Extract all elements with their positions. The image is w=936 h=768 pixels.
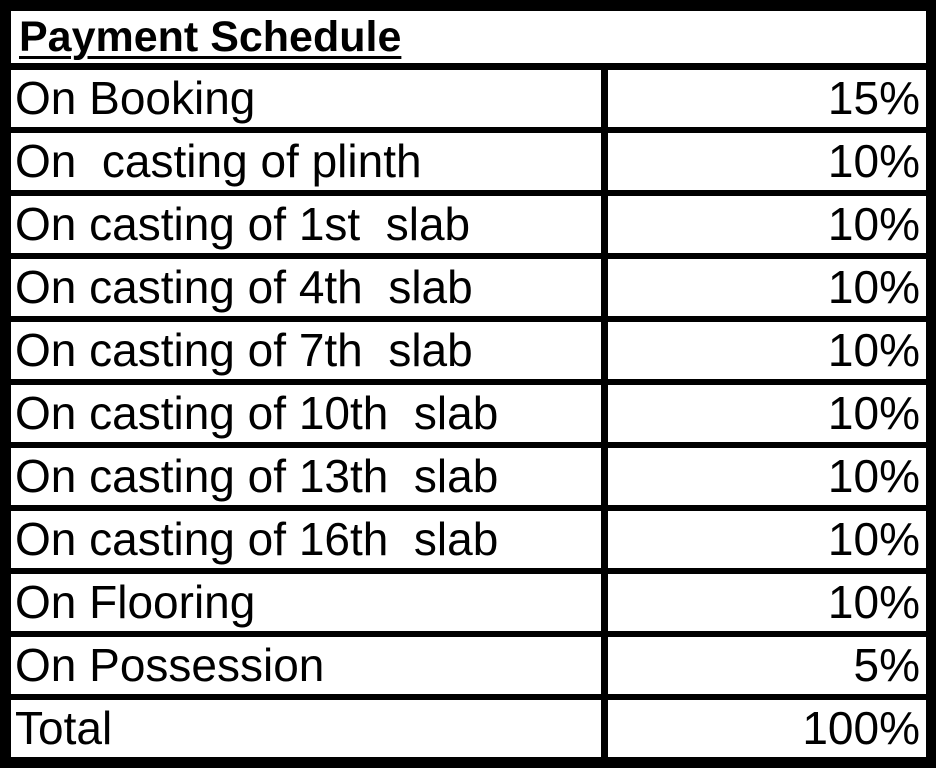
table-row	[11, 322, 926, 379]
stage-label: On casting of 7th slab	[11, 322, 601, 379]
percentage-value: 10%	[608, 133, 926, 190]
stage-label: On casting of 16th slab	[11, 511, 601, 568]
table-row	[11, 637, 926, 694]
percentage-value: 15%	[608, 70, 926, 127]
stage-label: On casting of 4th slab	[11, 259, 601, 316]
table-row	[11, 196, 926, 253]
percentage-value: 5%	[608, 637, 926, 694]
table-row	[11, 448, 926, 505]
table-row	[11, 511, 926, 568]
percentage-value: 10%	[608, 574, 926, 631]
table-header	[11, 11, 926, 63]
stage-label: On casting of 1st slab	[11, 196, 601, 253]
percentage-value: 10%	[608, 511, 926, 568]
percentage-value: 10%	[608, 196, 926, 253]
percentage-value: 10%	[608, 322, 926, 379]
total-value: 100%	[608, 700, 926, 757]
table-row	[11, 70, 926, 127]
stage-label: On casting of 13th slab	[11, 448, 601, 505]
percentage-value: 10%	[608, 385, 926, 442]
stage-label: On casting of 10th slab	[11, 385, 601, 442]
table-row	[11, 574, 926, 631]
table-title: Payment Schedule	[19, 13, 402, 61]
table-body	[11, 70, 926, 763]
percentage-value: 10%	[608, 259, 926, 316]
total-label: Total	[11, 700, 601, 757]
stage-label: On Flooring	[11, 574, 601, 631]
table-row-total	[11, 700, 926, 757]
table-row	[11, 385, 926, 442]
table-row	[11, 133, 926, 190]
percentage-value: 10%	[608, 448, 926, 505]
stage-label: On casting of plinth	[11, 133, 601, 190]
stage-label: On Booking	[11, 70, 601, 127]
table-row	[11, 259, 926, 316]
stage-label: On Possession	[11, 637, 601, 694]
